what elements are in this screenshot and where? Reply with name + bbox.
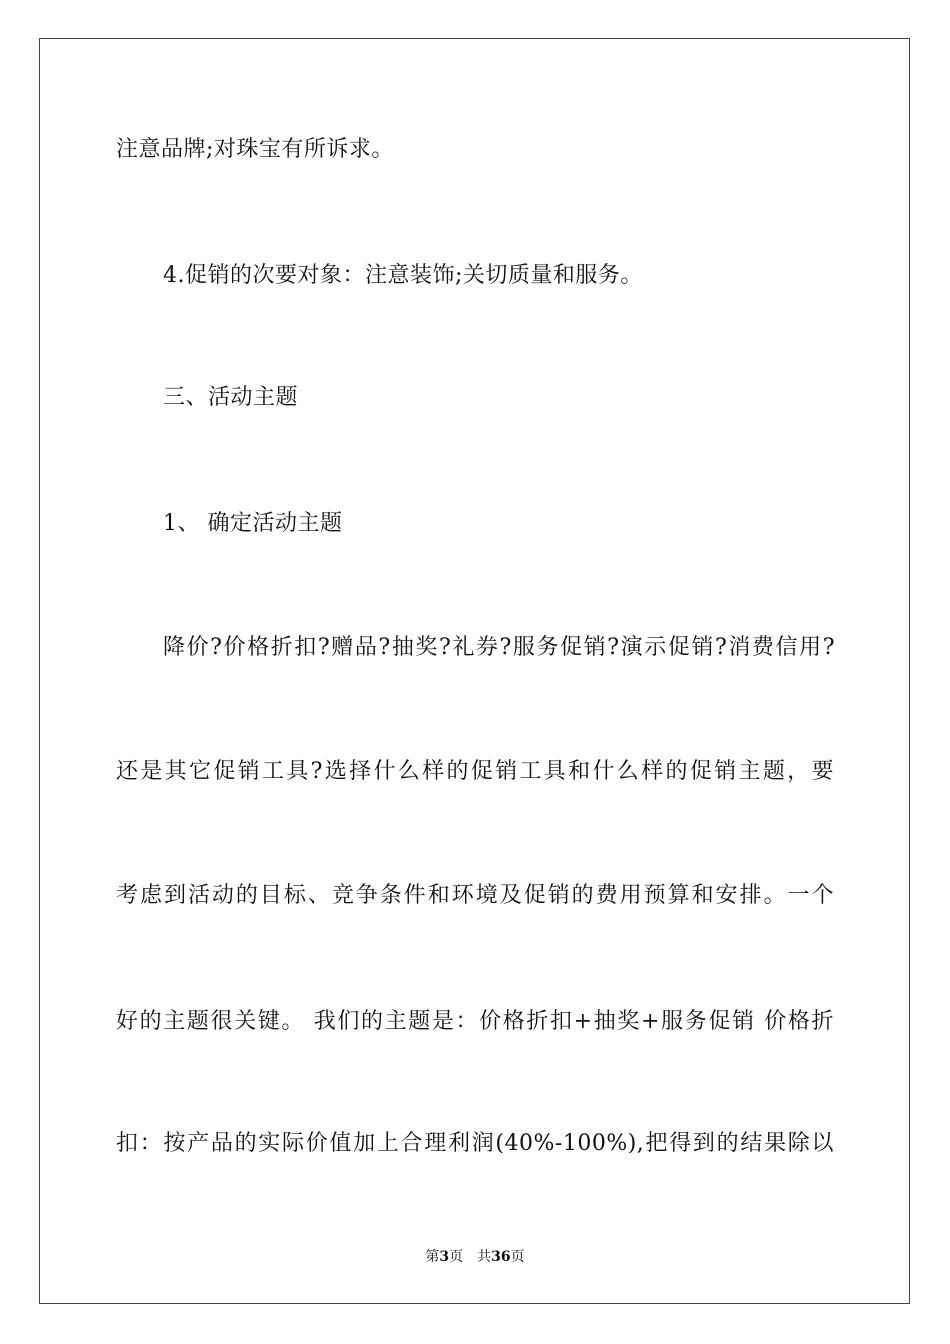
page-footer	[0, 1248, 950, 1266]
paragraph-line-7: 考虑到活动的目标、竞争条件和环境及促销的费用预算和安排。一个	[116, 883, 834, 908]
paragraph-line-1: 注意品牌;对珠宝有所诉求。	[116, 137, 394, 162]
paragraph-line-6: 还是其它促销工具?选择什么样的促销工具和什么样的促销主题，要	[116, 759, 834, 784]
paragraph-line-5: 降价?价格折扣?赠品?抽奖?礼券?服务促销?演示促销?消费信用?	[163, 635, 835, 660]
paragraph-line-2: 4.促销的次要对象：注意装饰;关切质量和服务。	[163, 263, 643, 288]
footer-page-prefix: 第	[425, 1249, 440, 1265]
footer-total-prefix: 共	[477, 1249, 492, 1265]
paragraph-line-9: 扣：按产品的实际价值加上合理利润(40%-100%),把得到的结果除以	[116, 1131, 834, 1156]
section-heading: 三、活动主题	[163, 385, 299, 410]
page-border	[39, 38, 910, 1304]
subsection-heading: 1、 确定活动主题	[163, 511, 343, 536]
footer-page-number: 3	[439, 1249, 450, 1265]
paragraph-line-8: 好的主题很关键。 我们的主题是：价格折扣+抽奖+服务促销 价格折	[116, 1009, 834, 1034]
footer-total-suffix: 页	[510, 1249, 525, 1265]
footer-total-pages: 36	[491, 1249, 511, 1265]
footer-page-suffix: 页	[449, 1249, 464, 1265]
